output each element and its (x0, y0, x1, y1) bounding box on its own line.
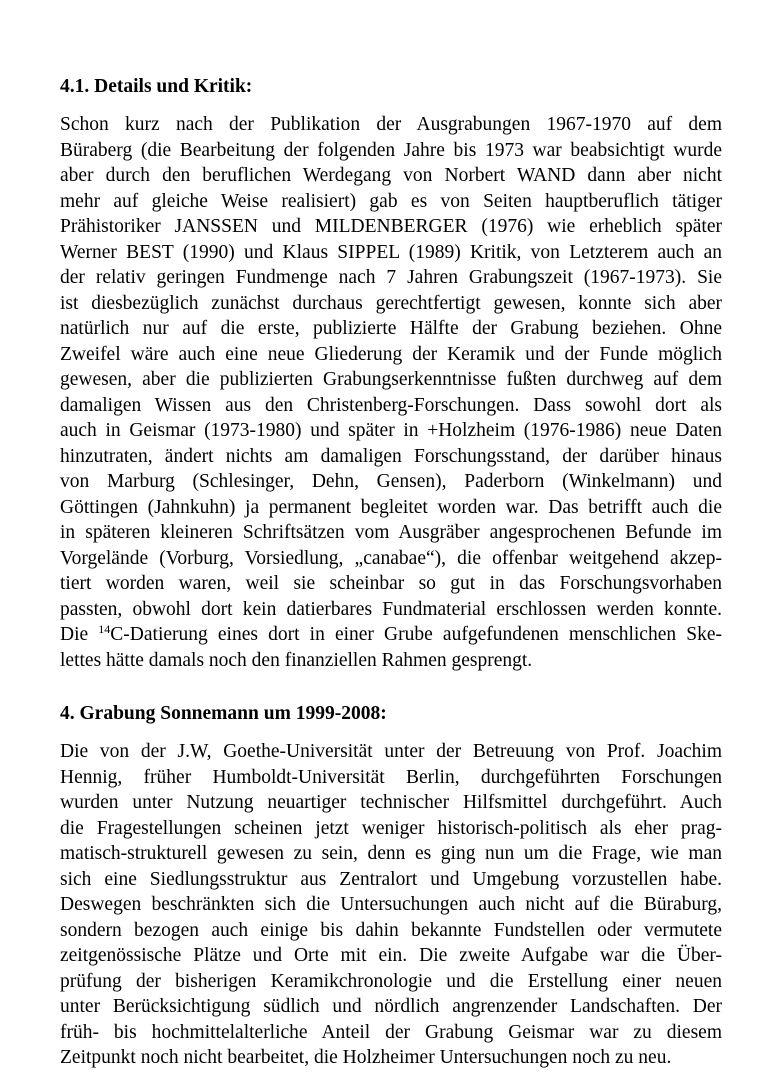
text-line: gewesen, aber die publizierten Grabungserkenntnisse fußten durchweg auf dem (60, 369, 722, 390)
text-line: wurden unter Nutzung neuartiger technischer Hilfsmittel durchgeführt. Auch (60, 792, 722, 813)
text-line: Göttingen (Jahnkuhn) ja permanent begleitet worden war. Das betrifft auch die (60, 496, 722, 518)
text-line: die Fragestellungen scheinen jetzt weniger historisch-politisch als eher prag- (60, 817, 722, 839)
paragraph-sonnemann (60, 739, 722, 1071)
text-line: Prähistoriker JANSSEN und MILDENBERGER (1976) wie erheblich später (60, 216, 722, 237)
text-line: prüfung der bisherigen Keramikchronologie und die Erstellung einer neuen (60, 970, 722, 992)
text-line: sich eine Siedlungsstruktur aus Zentralort und Umgebung vorzustellen habe. (60, 868, 722, 890)
text-line: mehr auf gleiche Weise realisiert) gab es von Seiten hauptberuflich tätiger (60, 190, 722, 212)
section-heading-sonnemann: 4. Grabung Sonnemann um 1999-2008: (60, 703, 387, 724)
text-line: sondern bezogen auch einige bis dahin bekannte Fundstellen oder vermutete (60, 919, 722, 941)
text-line: Schon kurz nach der Publikation der Ausgrabungen 1967-1970 auf dem (60, 114, 722, 135)
text-line: Die von der J.W, Goethe-Universität unter der Betreuung von Prof. Joachim (60, 741, 722, 762)
text-line: damaligen Wissen aus den Christenberg-Forschungen. Dass sowohl dort als (60, 394, 722, 416)
text-fragment: Die (60, 624, 99, 645)
text-line: auch in Geismar (1973-1980) und später in +Holzheim (1976-1986) neue Daten (60, 420, 722, 441)
text-line: aber durch den beruflichen Werdegang von Norbert WAND dann aber nicht (60, 165, 722, 186)
text-line: tiert worden waren, weil sie scheinbar so gut in das Forschungsvorhaben (60, 573, 722, 594)
text-line: früh- bis hochmittelalterliche Anteil der Grabung Geismar war zu diesem (60, 1021, 722, 1043)
text-line: in späteren kleineren Schriftsätzen vom Ausgräber angesprochenen Befunde im (60, 522, 722, 543)
text-fragment: C-Datierung eines dort in einer Grube aufgefundenen menschlichen Ske- (110, 624, 722, 645)
text-line: von Marburg (Schlesinger, Dehn, Gensen), Paderborn (Winkelmann) und (60, 471, 722, 492)
text-line: Deswegen beschränkten sich die Untersuchungen auch nicht auf die Büraburg, (60, 894, 722, 915)
text-line: matisch-strukturell gewesen zu sein, denn es ging nun um die Frage, wie man (60, 843, 722, 864)
document-page (60, 74, 722, 1071)
text-line: Hennig, früher Humboldt-Universität Berlin, durchgeführten Forschungen (60, 766, 722, 788)
text-line: zeitgenössische Plätze und Orte mit ein. Die zweite Aufgabe war die Über- (60, 945, 722, 966)
text-line: lettes hätte damals noch den finanziellen Rahmen gesprengt. (60, 649, 533, 671)
text-line: Zweifel wäre auch eine neue Gliederung der Keramik und der Funde möglich (60, 343, 722, 365)
text-line: unter Berücksichtigung südlich und nördlich angrenzender Landschaften. Der (60, 996, 722, 1017)
paragraph-details (60, 112, 722, 673)
text-line-c14 (60, 622, 722, 648)
text-line: hinzutraten, ändert nichts am damaligen Forschungsstand, der darüber hinaus (60, 445, 722, 467)
text-line: ist diesbezüglich zunächst durchaus gerechtfertigt gewesen, konnte sich aber (60, 292, 722, 314)
superscript-14: 14 (98, 622, 111, 636)
text-line: passten, obwohl dort kein datierbares Fundmaterial erschlossen werden konnte. (60, 598, 722, 620)
text-line: Vorgelände (Vorburg, Vorsiedlung, „canabae“), die offenbar weitgehend akzep- (60, 547, 722, 569)
text-line: Werner BEST (1990) und Klaus SIPPEL (1989) Kritik, von Letzterem auch an (60, 241, 722, 263)
text-line: Zeitpunkt noch nicht bearbeitet, die Holzheimer Untersuchungen noch zu neu. (60, 1047, 672, 1068)
section-heading-details: 4.1. Details und Kritik: (60, 76, 253, 97)
text-line: der relativ geringen Fundmenge nach 7 Jahren Grabungszeit (1967-1973). Sie (60, 267, 722, 288)
text-line: natürlich nur auf die erste, publizierte Hälfte der Grabung beziehen. Ohne (60, 318, 722, 339)
text-line: Büraberg (die Bearbeitung der folgenden Jahre bis 1973 war beabsichtigt wurde (60, 139, 722, 161)
